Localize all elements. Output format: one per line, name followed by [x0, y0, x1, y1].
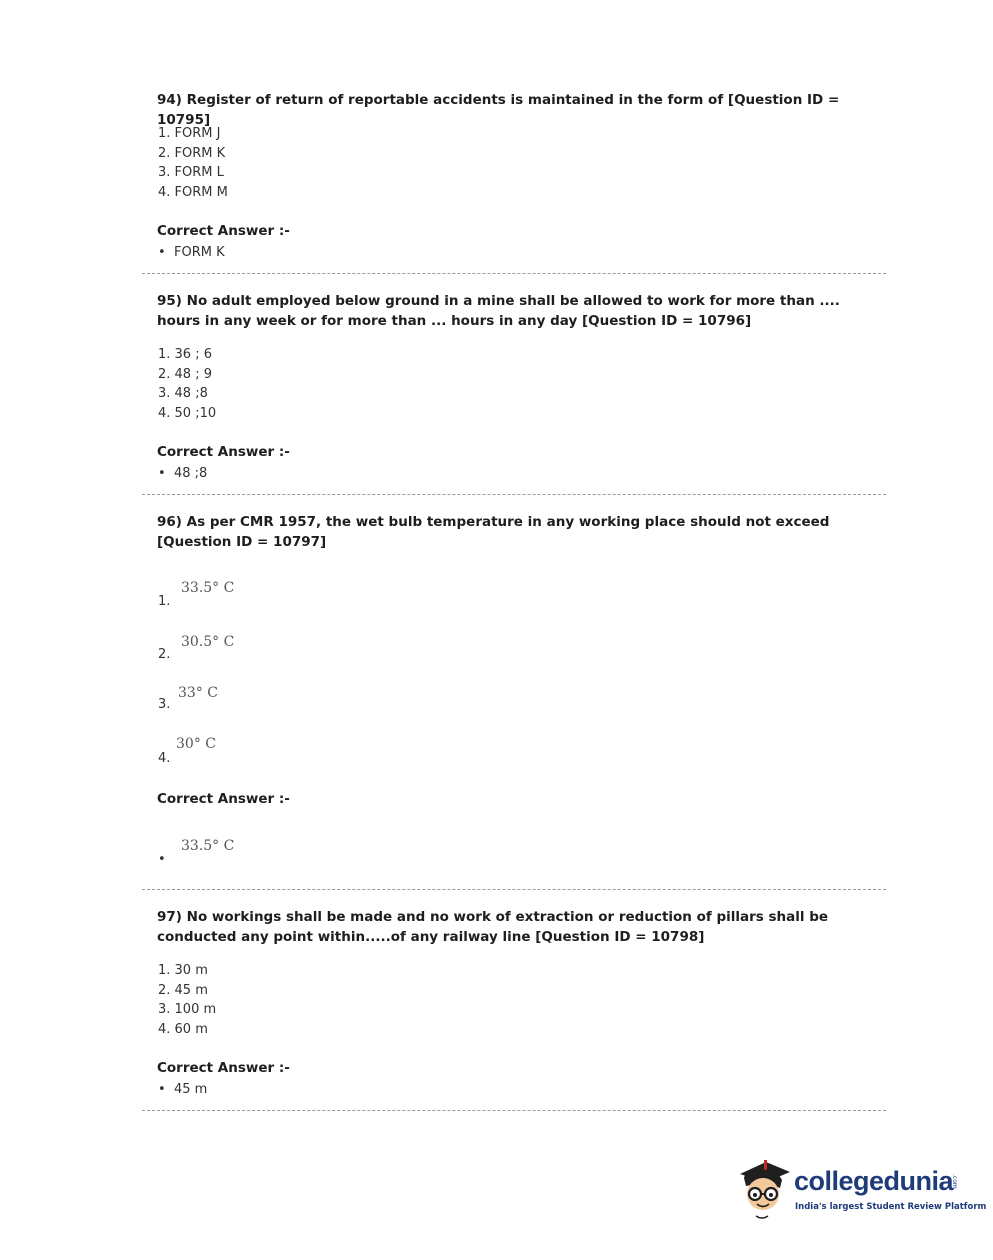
bullet-icon: •: [158, 245, 166, 260]
divider: [142, 494, 886, 495]
bullet-icon: •: [158, 852, 166, 867]
option-number: 2.: [158, 647, 171, 662]
correct-answer-value: 33.5° C: [181, 838, 235, 854]
option-item: 4. FORM M: [158, 184, 228, 200]
question-95-text: 95) No adult employed below ground in a mine shall be allowed to work for more than .... hours in any week or for more than ... hours in any day [Question ID = 10796]: [157, 293, 840, 329]
logo-tagline: India's largest Student Review Platform: [795, 1202, 987, 1212]
option-item: 1. 30 m: [158, 963, 208, 978]
divider: [142, 273, 886, 274]
bullet-icon: •: [158, 466, 166, 481]
option-value: 33° C: [178, 685, 218, 701]
option-item: 3. 100 m: [158, 1002, 217, 1018]
option-number: 3.: [158, 697, 171, 712]
option-number: 1.: [158, 594, 171, 609]
question-96-text: 96) As per CMR 1957, the wet bulb temperature in any working place should not exceed [Question ID = 10797]: [157, 514, 830, 550]
mascot-icon: [736, 1154, 792, 1224]
option-item: 1. FORM J: [158, 126, 221, 141]
option-value: 33.5° C: [181, 580, 235, 596]
correct-answer-label: Correct Answer :-: [157, 1060, 290, 1076]
option-value: 30.5° C: [181, 634, 235, 650]
option-item: 3. FORM L: [158, 165, 224, 181]
option-item: 2. 48 ; 9: [158, 366, 212, 382]
question-97-options: [158, 961, 216, 1039]
divider: [142, 1110, 886, 1111]
correct-answer: [158, 245, 225, 260]
correct-answer-label: Correct Answer :-: [157, 223, 290, 239]
correct-answer: [158, 1082, 207, 1097]
question-95-options: [158, 345, 216, 423]
question-97-text: 97) No workings shall be made and no work of extraction or reduction of pillars shall be conducted any point within.....of any railway line [Question ID = 10798]: [157, 909, 829, 945]
correct-answer-label: Correct Answer :-: [157, 791, 290, 807]
option-item: 2. 45 m: [158, 982, 208, 998]
question-94-options: [158, 124, 228, 202]
option-item: 3. 48 ;8: [158, 386, 208, 402]
correct-answer-value: 48 ;8: [174, 466, 208, 481]
option-item: 4. 60 m: [158, 1021, 208, 1037]
correct-answer: [158, 466, 207, 481]
option-item: 2. FORM K: [158, 145, 226, 161]
option-item: 1. 36 ; 6: [158, 347, 212, 362]
logo-name: collegedunia: [794, 1166, 954, 1196]
divider: [142, 889, 886, 890]
question-94-text: 94) Register of return of reportable accidents is maintained in the form of [Question ID = 10795]: [157, 92, 840, 128]
option-value: 30° C: [176, 736, 216, 752]
correct-answer-value: 45 m: [174, 1082, 208, 1097]
correct-answer-value: FORM K: [174, 245, 225, 260]
option-item: 4. 50 ;10: [158, 405, 217, 421]
bullet-icon: •: [158, 1082, 166, 1097]
logo-suffix: .com: [951, 1174, 958, 1189]
correct-answer-label: Correct Answer :-: [157, 444, 290, 460]
option-number: 4.: [158, 751, 171, 766]
collegedunia-logo: [736, 1154, 987, 1224]
